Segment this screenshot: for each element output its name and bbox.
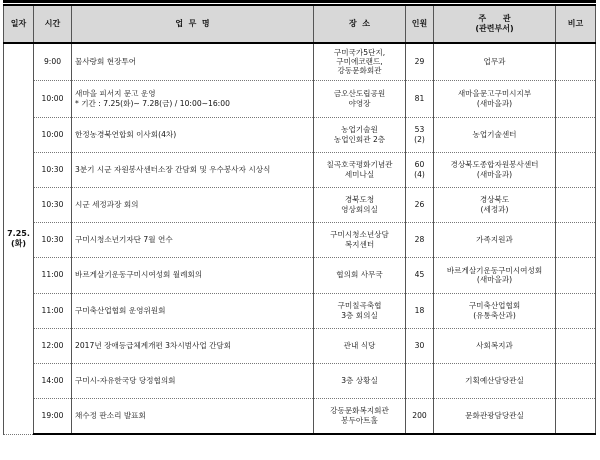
- note-cell: [556, 152, 596, 187]
- note-cell: [556, 257, 596, 293]
- people-cell: [406, 187, 434, 222]
- place-cell: [314, 398, 406, 434]
- people-cell-line: 29: [414, 57, 425, 66]
- host-cell: [434, 187, 556, 222]
- header-row: [4, 5, 596, 43]
- table-row: [4, 187, 596, 222]
- task-cell-line: 새마을 피서지 문고 운영: [75, 89, 156, 99]
- place-cell: [314, 117, 406, 152]
- task-cell: [72, 117, 314, 152]
- place-cell: [314, 187, 406, 222]
- top-rule: [3, 0, 596, 3]
- table-row: [4, 363, 596, 398]
- task-cell-line: 채수정 판소리 발표회: [75, 411, 146, 420]
- host-cell-line: 사회복지과: [476, 340, 513, 350]
- place-cell-line: 협의회 사무국: [336, 270, 383, 280]
- task-cell-line: 구미축산업협회 운영위원회: [75, 305, 166, 315]
- host-cell-line: (새마을과): [476, 169, 513, 179]
- time-cell: 10:30: [34, 222, 72, 257]
- schedule-table: [3, 4, 596, 435]
- place-cell: [314, 293, 406, 328]
- time-cell: 10:00: [34, 80, 72, 117]
- place-cell: [314, 257, 406, 293]
- task-cell-line: 3분기 시군 자원봉사센터소장 간담회 및 우수봉사자 시상식: [75, 164, 271, 174]
- people-cell: [406, 328, 434, 363]
- host-cell-line: (새마을과): [476, 98, 513, 108]
- date-weekday: (화): [10, 238, 27, 248]
- people-cell-line: 30: [414, 340, 425, 350]
- host-cell: [434, 328, 556, 363]
- people-cell-line: 200: [412, 411, 427, 420]
- note-cell: [556, 43, 596, 80]
- task-cell: [72, 363, 314, 398]
- time-cell: 10:00: [34, 117, 72, 152]
- note-cell: [556, 187, 596, 222]
- header-place: 장 소: [314, 5, 406, 43]
- host-cell-line: 바르게살기운동구미시여성회: [446, 265, 543, 275]
- people-cell: [406, 222, 434, 257]
- people-cell-line: 18: [414, 305, 425, 315]
- task-cell: [72, 257, 314, 293]
- task-cell-line: 시군 세정과장 회의: [75, 199, 139, 209]
- header-task: 업 무 명: [72, 5, 314, 43]
- table-row: [4, 80, 596, 117]
- place-cell-line: 금오산도립공원: [333, 89, 386, 99]
- place-cell: [314, 43, 406, 80]
- place-cell-line: 구미시청소년상담: [330, 230, 389, 240]
- note-cell: [556, 293, 596, 328]
- table-row: [4, 398, 596, 434]
- people-cell: [406, 363, 434, 398]
- place-cell-line: 3층 회의실: [341, 310, 378, 320]
- place-cell-line: 야영장: [348, 98, 371, 108]
- place-cell-line: 세미나실: [344, 169, 375, 179]
- task-cell-line: 바르게살기운동구미시여성회 월례회의: [75, 270, 203, 280]
- header-note: 비고: [556, 5, 596, 43]
- host-cell-line: 농업기술센터: [472, 129, 517, 139]
- note-cell: [556, 363, 596, 398]
- task-cell-line: 한정농경북연합회 이사회(4차): [75, 129, 177, 139]
- place-cell-line: 경북도청: [344, 195, 375, 205]
- host-cell: [434, 257, 556, 293]
- task-cell: [72, 187, 314, 222]
- host-cell-line: 문화관광담당관실: [465, 411, 524, 420]
- task-cell-line: 구미시청소년기자단 7월 연수: [75, 234, 173, 244]
- host-cell-line: 기획예산담당관실: [465, 375, 524, 385]
- place-cell-line: 구미칠곡축협: [337, 301, 382, 311]
- table-row: [4, 152, 596, 187]
- task-cell-line: 2017년 장애등급체계개편 3차시범사업 간담회: [75, 340, 232, 350]
- people-cell: [406, 152, 434, 187]
- task-cell-line: 구미시-자유한국당 당정협의회: [75, 375, 176, 385]
- people-cell-line: (2): [414, 134, 425, 144]
- people-cell: [406, 117, 434, 152]
- place-cell-line: 3층 상황실: [341, 375, 378, 385]
- time-cell: 12:00: [34, 328, 72, 363]
- note-cell: [556, 222, 596, 257]
- header-host-line1: 주 관: [478, 14, 511, 23]
- host-cell-line: 가족지원과: [476, 234, 513, 244]
- note-cell: [556, 328, 596, 363]
- people-cell-line: (4): [414, 169, 425, 179]
- task-cell-line: 물사랑회 현장투어: [75, 57, 137, 66]
- header-host-line2: (관련부서): [475, 24, 514, 33]
- place-cell-line: 복지센터: [344, 239, 375, 249]
- people-cell: [406, 80, 434, 117]
- people-cell: [406, 43, 434, 80]
- people-cell-line: 81: [414, 93, 425, 103]
- table-row: [4, 257, 596, 293]
- place-cell-line: 영상회의실: [341, 204, 378, 214]
- time-cell: 11:00: [34, 293, 72, 328]
- people-cell: [406, 257, 434, 293]
- host-cell-line: 경상북도종합자원봉사센터: [450, 160, 539, 170]
- task-cell-line: * 기간 : 7.25(화)~ 7.28(금) / 10:00~16:00: [75, 98, 230, 108]
- place-cell-line: 관내 식당: [343, 340, 376, 350]
- header-people: 인원: [406, 5, 434, 43]
- task-cell: [72, 328, 314, 363]
- place-cell-line: 구미국가5단지,: [333, 47, 386, 57]
- host-cell: [434, 222, 556, 257]
- host-cell-line: 업무과: [483, 57, 506, 66]
- place-cell: [314, 222, 406, 257]
- place-cell-line: 농업기술원: [341, 125, 378, 135]
- header-time: 시간: [34, 5, 72, 43]
- table-row: [4, 43, 596, 80]
- note-cell: [556, 80, 596, 117]
- time-cell: 19:00: [34, 398, 72, 434]
- task-cell: [72, 398, 314, 434]
- host-cell-line: 경상북도: [479, 195, 510, 205]
- place-cell: [314, 328, 406, 363]
- task-cell: [72, 152, 314, 187]
- time-cell: 9:00: [34, 43, 72, 80]
- host-cell-line: (세정과): [480, 204, 509, 214]
- host-cell-line: (새마을과): [476, 275, 513, 284]
- host-cell: [434, 117, 556, 152]
- place-cell-line: 칠곡호국평화기념관: [326, 160, 393, 170]
- header-date: 일자: [4, 5, 34, 43]
- host-cell: [434, 43, 556, 80]
- task-cell: [72, 293, 314, 328]
- time-cell: 14:00: [34, 363, 72, 398]
- task-cell: [72, 43, 314, 80]
- place-cell: [314, 152, 406, 187]
- task-cell: [72, 80, 314, 117]
- host-cell: [434, 80, 556, 117]
- people-cell: [406, 293, 434, 328]
- host-cell-line: 새마을문고구미시지부: [457, 89, 532, 99]
- date-cell: [4, 43, 34, 434]
- host-cell: [434, 398, 556, 434]
- place-cell-line: 강동문화복지회관: [330, 406, 389, 416]
- people-cell-line: 53: [414, 125, 425, 135]
- place-cell-line: 구미에코랜드,: [336, 57, 383, 66]
- schedule-body: [4, 43, 596, 434]
- table-row: [4, 328, 596, 363]
- people-cell-line: 45: [414, 270, 425, 280]
- host-cell: [434, 293, 556, 328]
- place-cell-line: 강동문화회관: [337, 66, 382, 76]
- time-cell: 10:30: [34, 187, 72, 222]
- host-cell: [434, 363, 556, 398]
- note-cell: [556, 398, 596, 434]
- table-row: [4, 293, 596, 328]
- table-row: [4, 117, 596, 152]
- time-cell: 11:00: [34, 257, 72, 293]
- host-cell: [434, 152, 556, 187]
- place-cell: [314, 363, 406, 398]
- place-cell: [314, 80, 406, 117]
- place-cell-line: 농업인회관 2층: [333, 134, 386, 144]
- task-cell: [72, 222, 314, 257]
- table-row: [4, 222, 596, 257]
- people-cell-line: 60: [414, 160, 425, 170]
- people-cell: [406, 398, 434, 434]
- date-day: 7.25.: [7, 228, 30, 238]
- people-cell-line: 28: [414, 234, 425, 244]
- time-cell: 10:30: [34, 152, 72, 187]
- place-cell-line: 봉두아트홀: [341, 415, 378, 425]
- host-cell-line: 구미축산업협회: [468, 301, 521, 311]
- people-cell-line: 26: [414, 199, 425, 209]
- header-host: [434, 5, 556, 43]
- note-cell: [556, 117, 596, 152]
- host-cell-line: (유통축산과): [473, 310, 516, 320]
